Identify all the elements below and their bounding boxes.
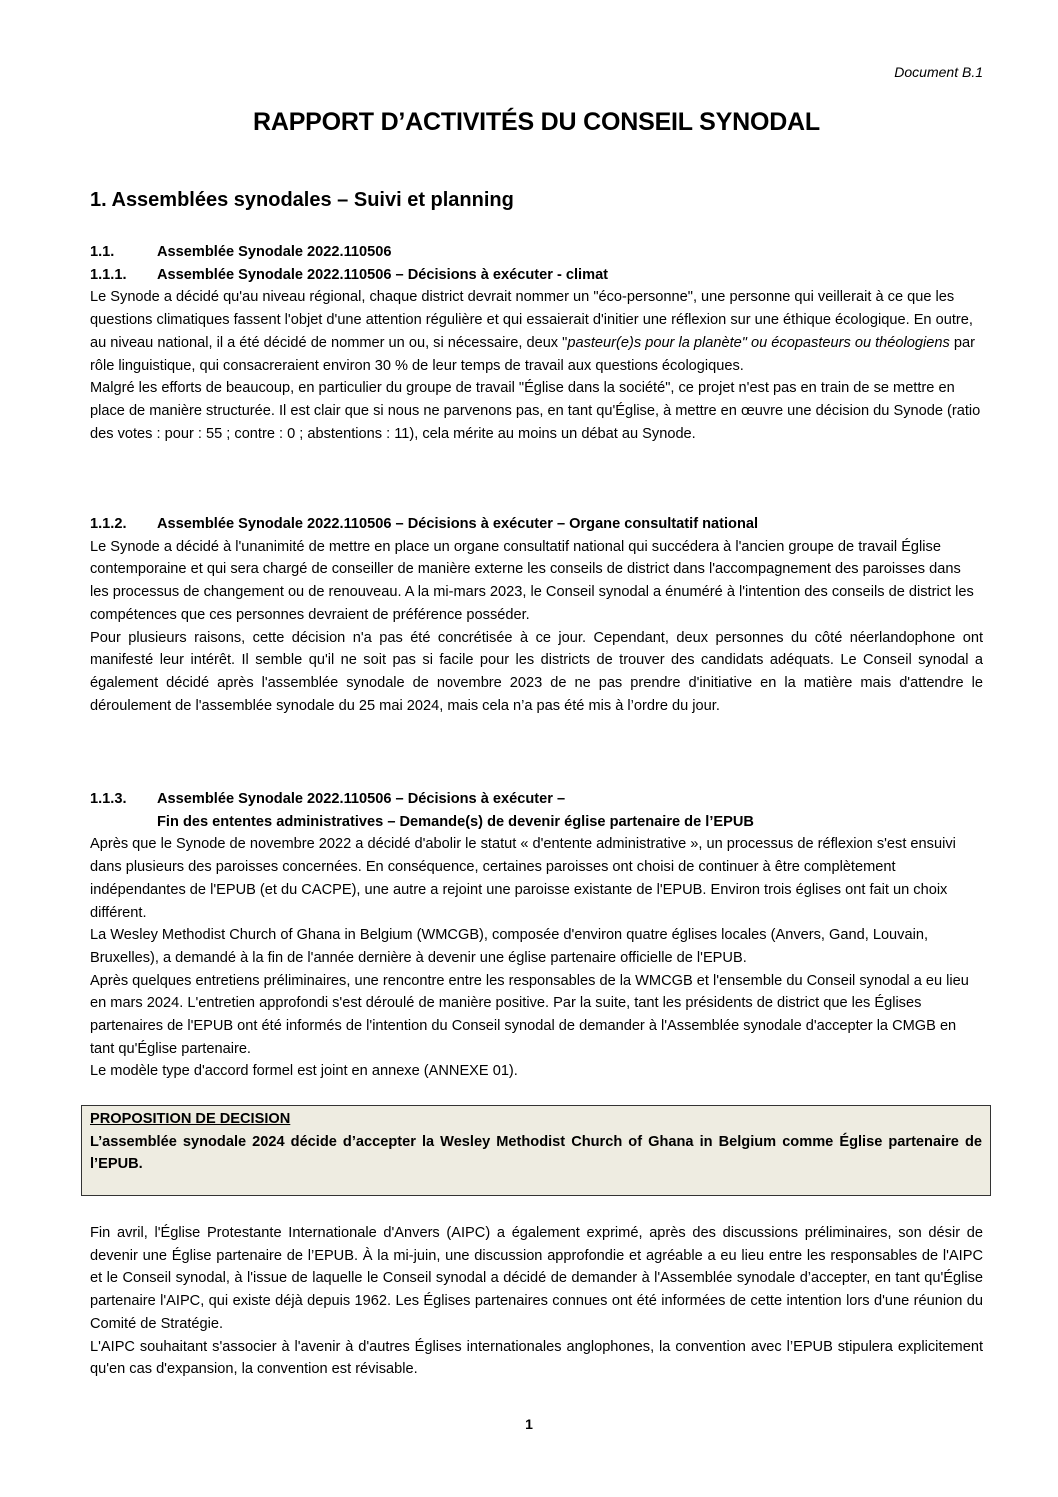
text-run: par rôle linguistique, qui consacreraient environ 30 % de leur temps de travail aux questions écologiques. xyxy=(90,334,975,374)
text-run: Le Synode a décidé qu'au niveau régional, chaque district devrait nommer un "éco-personne", une personne qui veillerait à ce que les questions climatiques fassent l'objet d'une attention régulière et qui essaierait d'initier une réflexion sur une éthique écologique. En outre, au niveau national, il a été décidé de nommer un ou, si nécessaire, deux " xyxy=(90,289,973,351)
heading-text: Assemblée Synodale 2022.110506 – Décisions à exécuter - climat xyxy=(157,266,609,283)
paragraph: La Wesley Methodist Church of Ghana in Belgium (WMCGB), composée d'environ quatre églises locales (Anvers, Gand, Louvain, Bruxelles), a demandé à la fin de l'année dernière à devenir une église partenaire officielle de l'EPUB. xyxy=(90,927,929,966)
paragraph: Malgré les efforts de beaucoup, en particulier du groupe de travail "Église dans la société", ce projet n'est pas en train de se mettre en place de manière structurée. Il est clair que si nous ne parvenons pas, en tant qu'Église, à mettre en œuvre une décision du Synode (ratio des votes : pour : 55 ; contre : 0 ; abstentions : 11), cela mérite au moins un débat au Synode. xyxy=(90,380,981,442)
subsection-heading-continued: Fin des ententes administratives – Demande(s) de devenir église partenaire de l’EPUB xyxy=(157,813,754,830)
paragraph: Pour plusieurs raisons, cette décision n'a pas été concrétisée à ce jour. Cependant, deux personnes du côté néerlandophone ont manifesté leur intérêt. Il semble qu'il ne soit pas si facile pour les districts de trouver des candidats adéquats. Le Conseil synodal a également décidé après l'assemblée synodale de novembre 2023 de ne pas prendre d'initiative en la matière mais d'attendre le déroulement de l'assemblée synodale du 25 mai 2024, mais cela n’a pas été mis à l’ordre du jour. xyxy=(90,629,983,714)
proposal-text: L’assemblée synodale 2024 décide d’accepter la Wesley Methodist Church of Ghana in Belgium comme Église partenaire de l’EPUB. xyxy=(90,1133,982,1173)
heading-number: 1.1.1. xyxy=(90,266,127,283)
closing-section xyxy=(90,1222,983,1381)
italic-text-run: pasteur(e)s pour la planète" ou écopasteurs ou théologiens xyxy=(567,334,950,351)
subsection-heading xyxy=(90,513,983,536)
section-1-1-1 xyxy=(90,241,983,445)
heading-number: 1.1.3. xyxy=(90,791,127,807)
section-1-1-3 xyxy=(90,788,983,1083)
paragraph: Le Synode a décidé à l'unanimité de mettre en place un organe consultatif national qui succédera à l'ancien groupe de travail Église contemporaine et qui sera chargé de conseiller de manière externe les conseils de district dans l'accompagnement des paroisses dans les processus de changement ou de renouveau. A la mi-mars 2023, le Conseil synodal a énuméré à l'intention des conseils de district les compétences que ces personnes devraient de préférence posséder. xyxy=(90,538,974,623)
paragraph: Après quelques entretiens préliminaires, une rencontre entre les responsables de la WMCGB et l'ensemble du Conseil synodal a eu lieu en mars 2024. L'entretien approfondi s'est déroulé de manière positive. Par la suite, tant les présidents de district que les Églises partenaires de l'EPUB ont été informés de l'intention du Conseil synodal de demander à l'Assemblée synodale d'accepter la CMGB en tant qu'Église partenaire. xyxy=(90,972,969,1057)
heading-number: 1.1.2. xyxy=(90,516,127,532)
page-title: RAPPORT D’ACTIVITÉS DU CONSEIL SYNODAL xyxy=(253,108,820,136)
heading-text: Assemblée Synodale 2022.110506 – Décisions à exécuter – Organe consultatif national xyxy=(157,516,759,532)
paragraph xyxy=(90,286,983,377)
paragraph: L'AIPC souhaitant s'associer à l'avenir à d'autres Églises internationales anglophones, la convention avec l’EPUB stipulera explicitement qu'en cas d'expansion, la convention est révisable. xyxy=(90,1338,983,1378)
proposal-label: PROPOSITION DE DECISION xyxy=(90,1111,291,1127)
heading-text: Assemblée Synodale 2022.110506 xyxy=(157,244,392,260)
paragraph: Fin avril, l'Église Protestante Internationale d'Anvers (AIPC) a également exprimé, après des discussions préliminaires, son désir de devenir une Église partenaire de l’EPUB. À la mi-juin, une discussion approfondie et agréable a eu lieu entre les responsables de l'AIPC et le Conseil synodal, à l'issue de laquelle le Conseil synodal a décidé de demander à l'Assemblée synodale d’accepter, en tant qu'Église partenaire l'AIPC, qui existe déjà depuis 1962. Les Églises partenaires connues ont été informées de cette intention lors d'une réunion du Comité de Stratégie. xyxy=(90,1225,983,1332)
section-1-1-2 xyxy=(90,513,983,717)
decision-proposal-box xyxy=(81,1105,991,1196)
subsection-heading xyxy=(90,241,983,264)
paragraph: Après que le Synode de novembre 2022 a décidé d'abolir le statut « d'entente administrative », un processus de réflexion s'est ensuivi dans plusieurs des paroisses concernées. En conséquence, certaines paroisses ont choisi de continuer à être complètement indépendantes de l'EPUB (et du CACPE), une autre a rejoint une paroisse existante de l'EPUB. Environ trois églises ont fait un choix différent. xyxy=(90,836,956,921)
paragraph: Le modèle type d'accord formel est joint en annexe (ANNEXE 01). xyxy=(90,1063,518,1080)
subsection-heading xyxy=(90,264,983,287)
heading-number: 1.1. xyxy=(90,244,115,260)
section-heading: 1. Assemblées synodales – Suivi et planning xyxy=(90,189,514,211)
document-reference: Document B.1 xyxy=(894,64,983,80)
subsection-heading xyxy=(90,788,983,811)
heading-text: Assemblée Synodale 2022.110506 – Décisions à exécuter – xyxy=(157,791,566,807)
page-number: 1 xyxy=(525,1416,533,1432)
